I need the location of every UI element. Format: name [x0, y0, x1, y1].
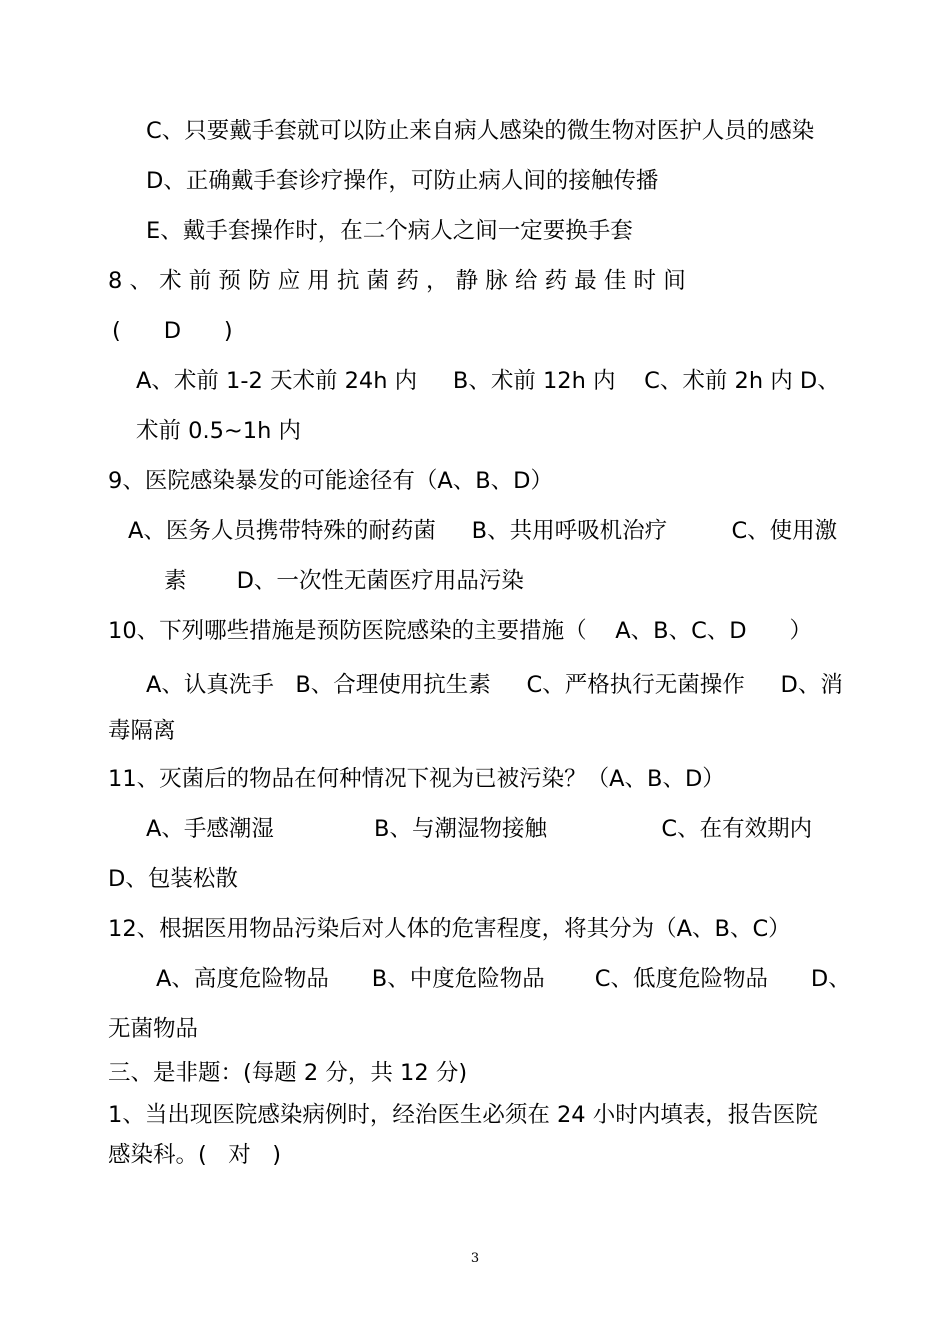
line-8: 9、医院感染暴发的可能途径有（A、B、D） [108, 468, 553, 494]
line-11: 10、下列哪些措施是预防医院感染的主要措施（ A、B、C、D ） [108, 618, 813, 644]
line-14: 11、灭菌后的物品在何种情况下视为已被污染？（A、B、D） [108, 766, 725, 792]
line-21: 1、当出现医院感染病例时，经治医生必须在 24 小时内填表，报告医院 [108, 1102, 818, 1128]
line-5: ( D ) [112, 318, 233, 344]
line-22: 感染科。( 对 ) [108, 1142, 281, 1168]
line-1: C、只要戴手套就可以防止来自病人感染的微生物对医护人员的感染 [146, 118, 815, 144]
line-9: A、医务人员携带特殊的耐药菌 B、共用呼吸机治疗 C、使用激 [128, 518, 838, 544]
line-6: A、术前 1-2 天术前 24h 内 B、术前 12h 内 C、术前 2h 内 D、 [136, 368, 840, 394]
line-17: 12、根据医用物品污染后对人体的危害程度，将其分为（A、B、C） [108, 916, 791, 942]
line-7: 术前 0.5~1h 内 [136, 418, 302, 444]
line-16: D、包装松散 [108, 866, 238, 892]
line-4: 8 、 术 前 预 防 应 用 抗 菌 药 ， 静 脉 给 药 最 佳 时 间 [108, 268, 686, 294]
line-20: 三、是非题：(每题 2 分，共 12 分) [108, 1060, 468, 1086]
line-13: 毒隔离 [108, 718, 176, 744]
line-12: A、认真洗手 B、合理使用抗生素 C、严格执行无菌操作 D、消 [146, 672, 843, 698]
page-number: 3 [470, 1251, 480, 1266]
line-3: E、戴手套操作时，在二个病人之间一定要换手套 [146, 218, 633, 244]
line-10: 素 D、一次性无菌医疗用品污染 [164, 568, 524, 594]
line-15: A、手感潮湿 B、与潮湿物接触 C、在有效期内 [146, 816, 813, 842]
line-19: 无菌物品 [108, 1016, 199, 1042]
line-2: D、正确戴手套诊疗操作，可防止病人间的接触传播 [146, 168, 659, 194]
line-18: A、高度危险物品 B、中度危险物品 C、低度危险物品 D、 [156, 966, 851, 992]
